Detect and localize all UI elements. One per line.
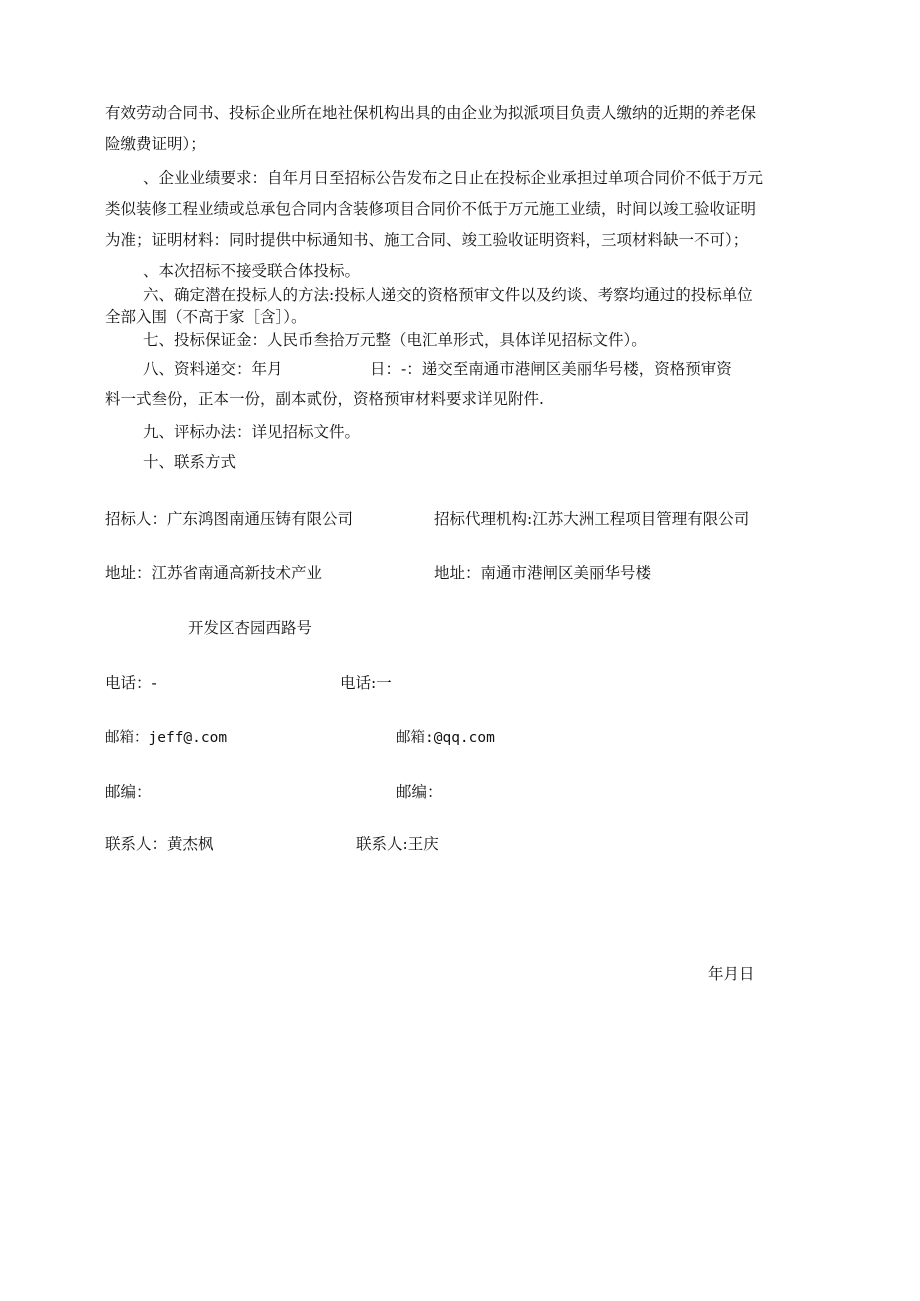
- tenderer-phone: 电话：-: [105, 674, 157, 692]
- paragraph-line: 九、评标办法：详见招标文件。: [143, 423, 361, 441]
- paragraph-line: 、本次招标不接受联合体投标。: [143, 262, 361, 280]
- agency-org: 招标代理机构:江苏大洲工程项目管理有限公司: [434, 510, 750, 528]
- paragraph-line: 全部入围（不高于家［含］）。: [105, 308, 307, 326]
- paragraph-line: 料一式叁份，正本一份，副本贰份，资格预审材料要求详见附件.: [105, 390, 544, 408]
- agency-phone: 电话:一: [340, 674, 392, 692]
- tenderer-address: 地址：江苏省南通高新技术产业: [105, 564, 323, 582]
- paragraph-line: 八、资料递交：年月: [143, 360, 283, 378]
- paragraph-line: 日：-：递交至南通市港闸区美丽华号楼，资格预审资: [370, 360, 732, 378]
- paragraph-line: 险缴费证明）；: [105, 135, 206, 153]
- paragraph-line: 六、确定潜在投标人的方法:投标人递交的资格预审文件以及约谈、考察均通过的投标单位: [143, 286, 753, 304]
- agency-email: 邮箱:@qq.com: [396, 730, 495, 746]
- paragraph-line: 类似装修工程业绩或总承包合同内含装修项目合同价不低于万元施工业绩，时间以竣工验收证明: [105, 200, 757, 218]
- paragraph-line: 有效劳动合同书、投标企业所在地社保机构出具的由企业为拟派项目负责人缴纳的近期的养老保: [105, 104, 757, 122]
- section-heading: 十、联系方式: [143, 453, 237, 471]
- date-footer: 年月日: [708, 965, 755, 983]
- tenderer-contact-person: 联系人：黄杰枫: [105, 835, 214, 853]
- tenderer-org: 招标人：广东鸿图南通压铸有限公司: [105, 510, 354, 528]
- agency-postcode: 邮编：: [396, 783, 443, 801]
- paragraph-line: 七、投标保证金：人民币叁拾万元整（电汇单形式，具体详见招标文件）。: [143, 331, 647, 349]
- tenderer-address-cont: 开发区杏园西路号: [188, 619, 313, 637]
- tenderer-email: 邮箱：jeff@.com: [105, 730, 228, 746]
- agency-contact-person: 联系人:王庆: [356, 835, 439, 853]
- paragraph-line: 、企业业绩要求：自年月日至招标公告发布之日止在投标企业承担过单项合同价不低于万元: [143, 169, 764, 187]
- agency-address: 地址：南通市港闸区美丽华号楼: [434, 564, 652, 582]
- tenderer-postcode: 邮编：: [105, 783, 152, 801]
- paragraph-line: 为准；证明材料：同时提供中标通知书、施工合同、竣工验收证明资料，三项材料缺一不可）；: [105, 231, 749, 249]
